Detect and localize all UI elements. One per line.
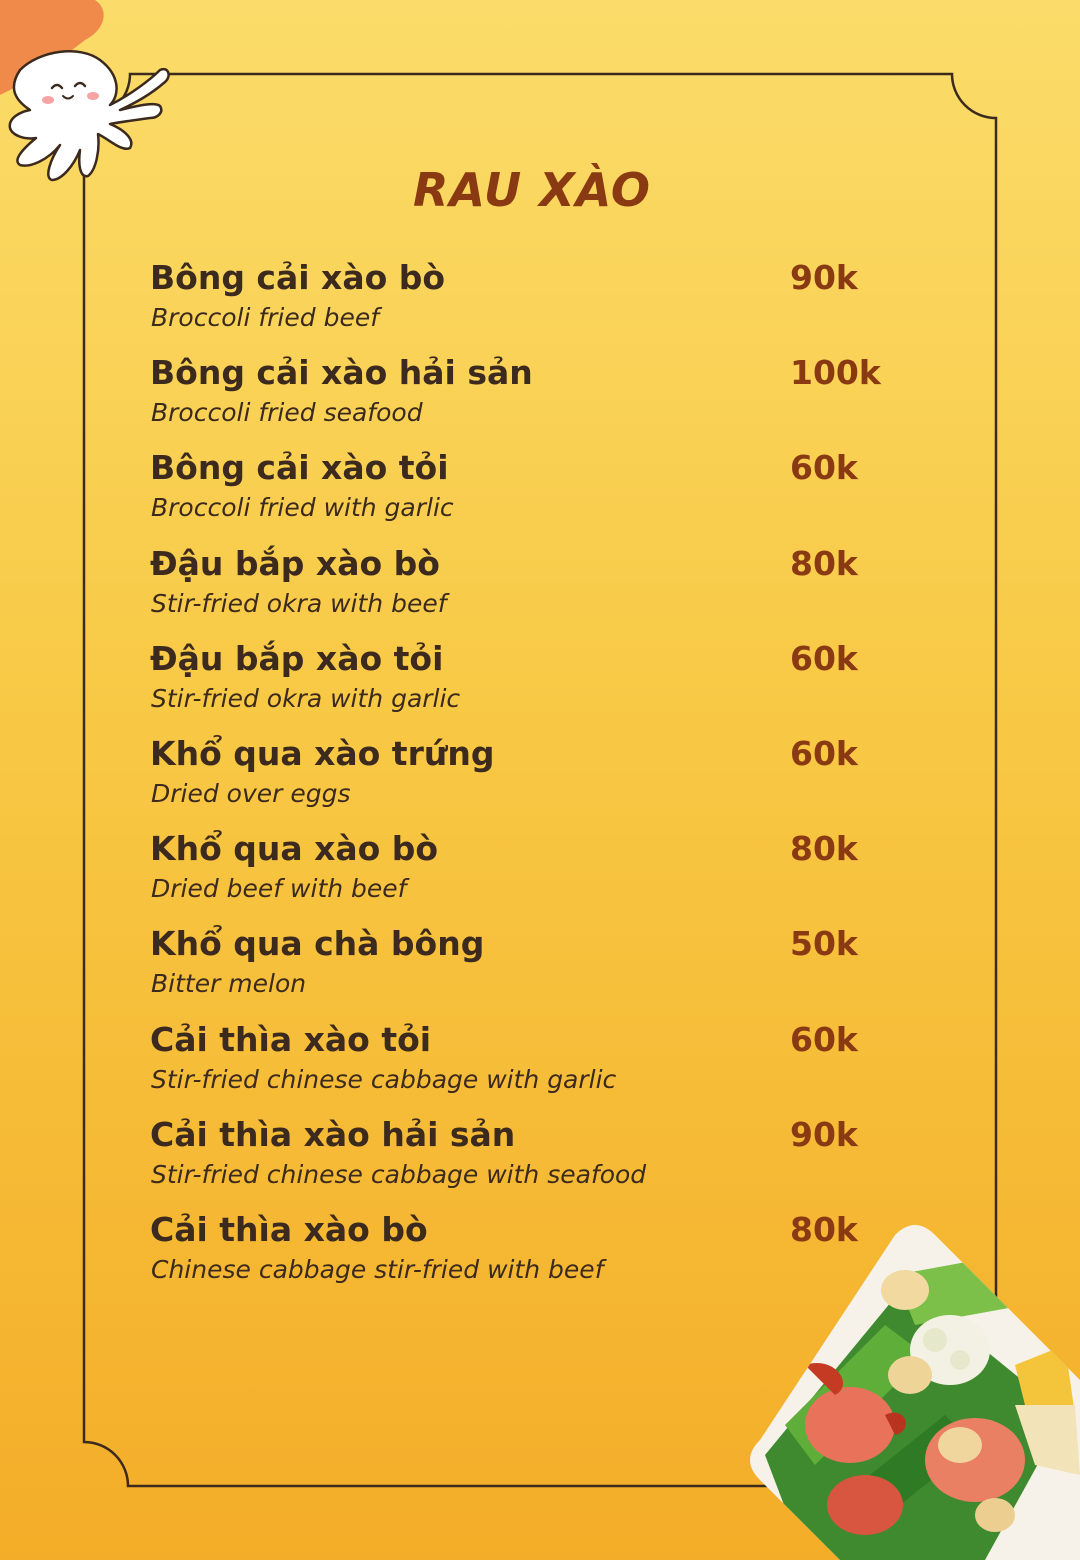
menu-item	[150, 353, 890, 448]
menu-item-name: Bông cải xào tỏi	[150, 448, 449, 488]
menu-item	[150, 544, 890, 639]
menu-item-description: Chinese cabbage stir-fried with beef	[151, 1254, 604, 1284]
menu-item-description: Stir-fried okra with garlic	[151, 683, 461, 713]
menu-title: RAU XÀO	[412, 163, 652, 217]
menu-item-description: Stir-fried okra with beef	[151, 588, 447, 618]
menu-item-name: Cải thìa xào bò	[150, 1209, 428, 1249]
menu-item-price: 90k	[790, 1114, 858, 1154]
menu-item-name: Bông cải xào bò	[150, 258, 446, 297]
menu-item	[150, 1210, 890, 1305]
menu-item	[150, 258, 890, 353]
squid-mascot-icon	[0, 0, 180, 190]
menu-item	[150, 448, 890, 543]
menu-item-list	[150, 258, 890, 1305]
menu-item	[150, 734, 890, 829]
menu-item-name: Cải thìa xào hải sản	[150, 1114, 516, 1154]
menu-item-description: Stir-fried chinese cabbage with seafood	[151, 1159, 647, 1189]
menu-item-price: 60k	[790, 638, 858, 678]
menu-item-description: Dried over eggs	[151, 778, 351, 808]
menu-item-description: Broccoli fried with garlic	[151, 493, 454, 523]
menu-item-name: Khổ qua xào trứng	[150, 733, 495, 773]
menu-item-price: 80k	[790, 829, 858, 869]
menu-item-price: 60k	[790, 733, 858, 773]
menu-item-name: Khổ qua xào bò	[150, 829, 439, 869]
menu-item	[150, 1115, 890, 1210]
menu-item-price: 80k	[790, 1209, 858, 1249]
menu-item-name: Đậu bắp xào tỏi	[150, 638, 444, 678]
menu-item-name: Khổ qua chà bông	[150, 924, 485, 964]
menu-item-description: Dried beef with beef	[151, 874, 407, 904]
menu-item-description: Broccoli fried seafood	[151, 398, 423, 428]
menu-item-price: 60k	[790, 448, 858, 488]
menu-item-price: 90k	[790, 258, 858, 297]
menu-item-price: 60k	[790, 1019, 858, 1059]
menu-item-price: 80k	[790, 543, 858, 583]
menu-item-name: Đậu bắp xào bò	[150, 543, 440, 583]
menu-item-price: 50k	[790, 924, 858, 964]
menu-item	[150, 1020, 890, 1115]
menu-item-description: Bitter melon	[151, 969, 307, 999]
menu-item	[150, 639, 890, 734]
menu-item-price: 100k	[790, 353, 881, 393]
menu-item	[150, 829, 890, 924]
menu-item	[150, 924, 890, 1019]
menu-item-description: Broccoli fried beef	[151, 303, 380, 332]
menu-item-name: Cải thìa xào tỏi	[150, 1019, 432, 1059]
menu-item-description: Stir-fried chinese cabbage with garlic	[151, 1064, 617, 1094]
menu-item-name: Bông cải xào hải sản	[150, 353, 533, 393]
